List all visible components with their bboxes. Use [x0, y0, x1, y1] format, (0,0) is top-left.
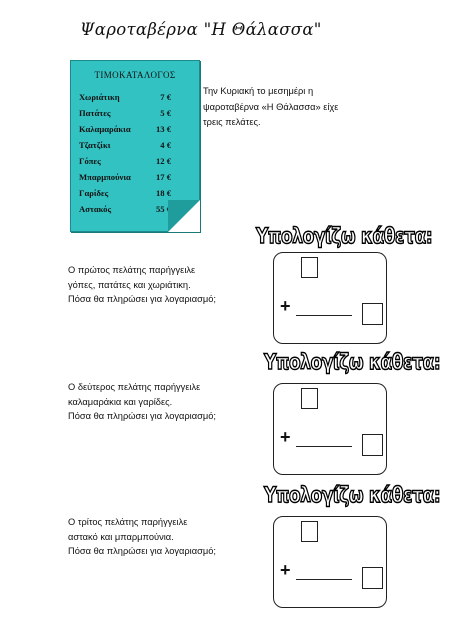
- menu-item-name: Αστακός: [79, 204, 112, 214]
- intro-text: [203, 84, 386, 131]
- menu-item-name: Μπαρμπούνια: [79, 172, 131, 182]
- plus-sign: +: [280, 560, 291, 580]
- answer-box[interactable]: [301, 521, 318, 542]
- menu-item-price: 5 €: [160, 108, 171, 118]
- question-line: Ο τρίτος πελάτης παρήγγειλε: [68, 517, 188, 527]
- menu-item: [79, 188, 171, 202]
- question-line: Πόσα θα πληρώσει για λογαριασμό;: [68, 411, 216, 422]
- page-title: Ψαροταβέρνα "Η Θάλασσα": [80, 20, 322, 39]
- menu-item: [79, 108, 171, 122]
- answer-box[interactable]: [301, 257, 318, 278]
- plus-sign: +: [280, 427, 291, 447]
- menu-item-price: 13 €: [155, 124, 171, 134]
- menu-item: [79, 124, 171, 138]
- menu-item-price: 17 €: [155, 172, 171, 182]
- answer-box[interactable]: [362, 434, 383, 456]
- menu-item: [79, 156, 171, 170]
- intro-line: Την Κυριακή το μεσημέρι η: [203, 86, 314, 96]
- menu-item-price: 4 €: [160, 140, 171, 150]
- plus-sign: +: [280, 296, 291, 316]
- calc-heading: Υπολογίζω κάθετα:: [264, 483, 441, 508]
- answer-line[interactable]: [296, 446, 352, 447]
- question-line: καλαμαράκια και γαρίδες.: [68, 396, 173, 407]
- menu-item-price: 55 €: [155, 204, 171, 214]
- question-line: γόπες, πατάτες και χωριάτικη.: [68, 279, 191, 290]
- menu-item-name: Χωριάτικη: [79, 92, 120, 102]
- page-curl-corner: [168, 200, 200, 232]
- question-3: [68, 515, 268, 559]
- menu-item: [79, 140, 171, 154]
- menu-item-name: Γόπες: [79, 156, 101, 166]
- intro-line: τρεις πελάτες.: [203, 117, 261, 127]
- price-list-card: [70, 60, 200, 232]
- answer-box[interactable]: [301, 388, 318, 409]
- menu-item-name: Γαρίδες: [79, 188, 109, 198]
- menu-item-price: 18 €: [155, 188, 171, 198]
- menu-item: [79, 204, 171, 218]
- price-list-title: ΤΙΜΟΚΑΤΑΛΟΓΟΣ: [94, 70, 176, 80]
- question-line: Πόσα θα πληρώσει για λογαριασμό;: [68, 546, 216, 557]
- question-line: Πόσα θα πληρώσει για λογαριασμό;: [68, 294, 216, 305]
- menu-item: [79, 172, 171, 186]
- answer-box[interactable]: [362, 567, 383, 589]
- question-line: αστακό και μπαρμπούνια.: [68, 531, 174, 542]
- calc-card: [273, 516, 387, 608]
- menu-item-name: Τζατζίκι: [79, 140, 111, 150]
- calc-heading: Υπολογίζω κάθετα:: [264, 350, 441, 375]
- intro-line: ψαροταβέρνα «Η Θάλασσα» είχε: [203, 101, 339, 112]
- menu-item: [79, 92, 171, 106]
- answer-box[interactable]: [362, 303, 383, 325]
- menu-item-price: 7 €: [160, 92, 171, 102]
- menu-item-name: Καλαμαράκια: [79, 124, 131, 134]
- menu-item-price: 12 €: [155, 156, 171, 166]
- question-1: [68, 263, 268, 307]
- calc-card: [273, 383, 387, 475]
- answer-line[interactable]: [296, 579, 352, 580]
- question-line: Ο πρώτος πελάτης παρήγγειλε: [68, 265, 196, 275]
- question-line: Ο δεύτερος πελάτης παρήγγειλε: [68, 382, 201, 392]
- answer-line[interactable]: [296, 315, 352, 316]
- calc-card: [273, 252, 387, 344]
- question-2: [68, 380, 268, 424]
- menu-item-name: Πατάτες: [79, 108, 111, 118]
- calc-heading: Υπολογίζω κάθετα:: [256, 224, 433, 249]
